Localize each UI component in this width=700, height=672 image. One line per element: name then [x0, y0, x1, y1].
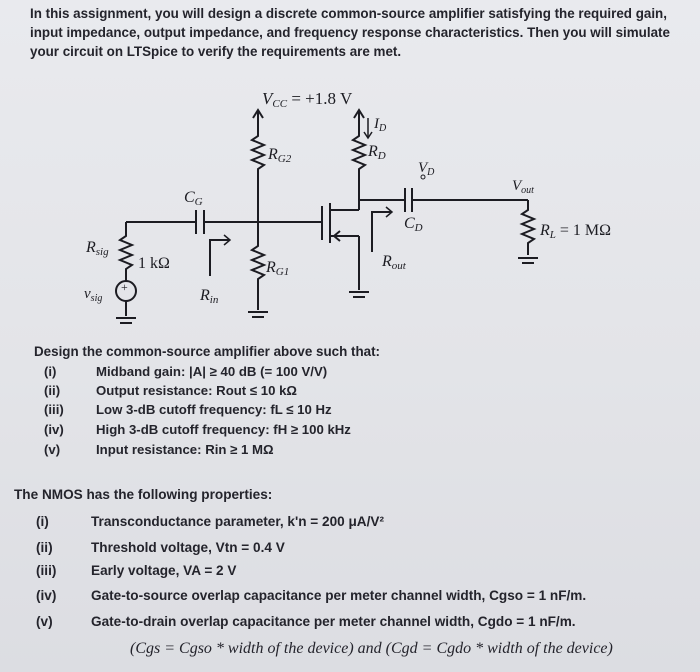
spec-item — [44, 364, 327, 379]
rout-label: Rout — [382, 253, 406, 272]
nmos-heading: The NMOS has the following properties: — [14, 487, 273, 502]
vcc-label: VCC = +1.8 V — [262, 89, 353, 110]
intro-paragraph: In this assignment, you will design a discrete common-source amplifier satisfying the required gain, input impedance, output impedance, and frequency response characteristics. Then you will simulate your circuit on LTSpice to verify the requirements are met. — [30, 6, 670, 59]
rl-resistor — [522, 200, 534, 255]
vcc-rail — [253, 110, 364, 128]
nmos-transistor — [322, 200, 359, 290]
design-heading: Design the common-source amplifier above such that: — [34, 344, 380, 359]
property-item — [36, 614, 576, 629]
property-text: Threshold voltage, Vtn = 0.4 V — [91, 540, 285, 555]
rout-bracket — [372, 212, 392, 252]
vsig-plus: + — [121, 280, 128, 294]
rg1-label: RG1 — [266, 259, 290, 278]
rg2-label: RG2 — [268, 146, 292, 165]
rg1-ground — [248, 312, 268, 317]
spec-text: Low 3-dB cutoff frequency: fL ≤ 10 Hz — [96, 402, 332, 417]
property-number: (iv) — [36, 588, 57, 603]
spec-text: High 3-dB cutoff frequency: fH ≥ 100 kHz — [96, 422, 351, 437]
property-item — [36, 563, 236, 578]
property-text: Transconductance parameter, k'n = 200 μA/V² — [91, 514, 384, 529]
rsig-value: 1 kΩ — [138, 255, 170, 272]
rsig-label: Rsig — [86, 239, 109, 258]
property-text: Gate-to-source overlap capacitance per meter channel width, Cgso = 1 nF/m. — [91, 588, 587, 603]
id-label: $I_D$ — [374, 116, 387, 134]
property-item — [36, 540, 285, 555]
rd-label: RD — [368, 143, 386, 162]
spec-text: Midband gain: |A| ≥ 40 dB (= 100 V/V) — [96, 364, 328, 379]
rg1-resistor — [252, 222, 264, 310]
vsig-label: $v_{sig}$ — [84, 286, 103, 304]
vout-label: $V_{out}$ — [512, 178, 534, 196]
spec-number: (iii) — [44, 402, 64, 417]
property-number: (ii) — [36, 540, 53, 555]
property-item — [36, 588, 586, 603]
property-text: Early voltage, VA = 2 V — [91, 563, 237, 578]
id-arrow — [364, 118, 372, 138]
rin-bracket — [210, 240, 230, 276]
spec-number: (iv) — [44, 422, 64, 437]
spec-number: (i) — [44, 364, 57, 379]
spec-text: Input resistance: Rin ≥ 1 MΩ — [96, 442, 274, 457]
cd-capacitor — [405, 188, 412, 212]
spec-item — [44, 422, 351, 437]
cd-label: CD — [404, 215, 423, 234]
cg-capacitor — [196, 210, 204, 234]
rl-label: RL = 1 MΩ — [540, 222, 612, 241]
source-ground — [349, 292, 369, 297]
property-number: (iii) — [36, 563, 57, 578]
spec-item — [44, 442, 274, 457]
property-number: (v) — [36, 614, 53, 629]
rg2-resistor — [252, 128, 264, 178]
vsig-ground — [116, 318, 136, 323]
spec-number: (v) — [44, 442, 61, 457]
property-text: Gate-to-drain overlap capacitance per meter channel width, Cgdo = 1 nF/m. — [91, 614, 576, 629]
spec-number: (ii) — [44, 383, 61, 398]
rsig-resistor — [120, 222, 132, 282]
rd-resistor — [353, 128, 365, 200]
property-item — [36, 514, 384, 529]
rin-label: Rin — [200, 287, 219, 306]
cg-label: CG — [184, 189, 203, 208]
spec-item — [44, 383, 297, 398]
rl-ground — [518, 258, 538, 263]
spec-text: Output resistance: Rout ≤ 10 kΩ — [96, 383, 298, 398]
property-number: (i) — [36, 514, 49, 529]
spec-item — [44, 402, 332, 417]
capacitance-footnote: (Cgs = Cgso * width of the device) and (Cgd = Cgdo * width of the device) — [130, 640, 613, 657]
vd-label: $V_D$ — [418, 160, 435, 178]
